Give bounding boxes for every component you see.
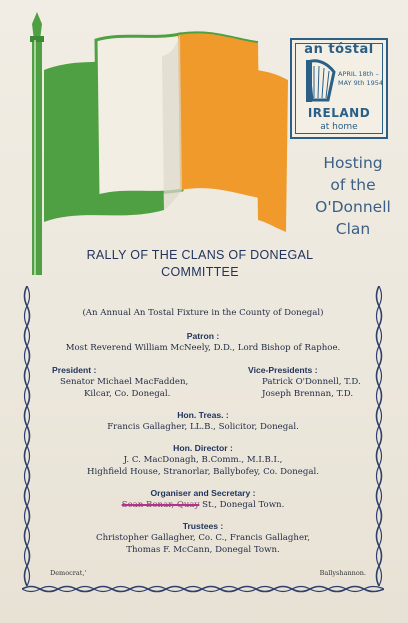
- organiser-text: [36, 500, 370, 510]
- organiser-address: St., Donegal Town.: [202, 500, 285, 510]
- printer-left: Democrat,': [50, 569, 87, 577]
- harp-icon: [304, 58, 338, 104]
- hosting-line: of the: [330, 176, 376, 194]
- fixture-note: (An Annual An Tostal Fixture in the County of Donegal): [82, 308, 324, 318]
- stamp-subtitle-at-home: at home: [320, 122, 358, 132]
- president-line: Kilcar, Co. Donegal.: [84, 389, 171, 399]
- flag-pole-finial: [32, 12, 42, 40]
- vice-presidents-label: Vice-Presidents :: [248, 365, 318, 375]
- director-label: Hon. Director :: [173, 443, 233, 453]
- committee-frame: [22, 286, 384, 594]
- treas-label: Hon. Treas. :: [177, 410, 229, 420]
- irish-tricolour-flag: [22, 10, 292, 280]
- rally-title-line: COMMITTEE: [161, 265, 239, 279]
- trustees-label: Trustees :: [182, 521, 224, 531]
- right-ornamental-border: [374, 286, 384, 594]
- trustees-line: Thomas F. McCann, Donegal Town.: [126, 545, 280, 555]
- president-label: President :: [52, 365, 97, 375]
- left-ornamental-border: [22, 286, 32, 594]
- hosting-line: Clan: [335, 220, 371, 238]
- rally-title-line: RALLY OF THE CLANS OF DONEGAL: [86, 248, 314, 262]
- committee-list: [36, 286, 370, 594]
- printer-right: Ballyshannon.: [319, 569, 366, 577]
- trustees-line: Christopher Gallagher, Co. C., Francis Gallagher,: [96, 533, 310, 543]
- hosting-heading: [308, 152, 398, 240]
- rally-title: [60, 247, 340, 281]
- patron-label: Patron :: [186, 331, 220, 341]
- hosting-line: O'Donnell: [315, 198, 391, 216]
- treas-text: Francis Gallagher, LL.B., Solicitor, Donegal.: [107, 422, 299, 432]
- flag-orange-band: [178, 32, 260, 198]
- stamp-title: an tóstal: [304, 42, 374, 57]
- stamp-dates: APRIL 18th –MAY 9th 1954: [338, 70, 383, 87]
- struck-out-name: Sean Bonar, Quay: [121, 500, 200, 510]
- an-tostal-stamp: [290, 38, 388, 139]
- patron-text: Most Reverend William McNeely, D.D., Lord Bishop of Raphoe.: [65, 343, 341, 353]
- flag-pole: [32, 40, 42, 275]
- organiser-label: Organiser and Secretary :: [150, 488, 256, 498]
- president-line: Senator Michael MacFadden,: [60, 377, 189, 387]
- director-line: J. C. MacDonagh, B.Comm., M.I.B.I.,: [123, 455, 283, 465]
- vice-president-line: Joseph Brennan, T.D.: [262, 389, 354, 399]
- director-line: Highfield House, Stranorlar, Ballybofey, Co. Donegal.: [87, 467, 319, 477]
- stamp-subtitle-ireland: IRELAND: [307, 106, 371, 120]
- hosting-line: Hosting: [323, 154, 383, 172]
- vice-president-line: Patrick O'Donnell, T.D.: [262, 377, 361, 387]
